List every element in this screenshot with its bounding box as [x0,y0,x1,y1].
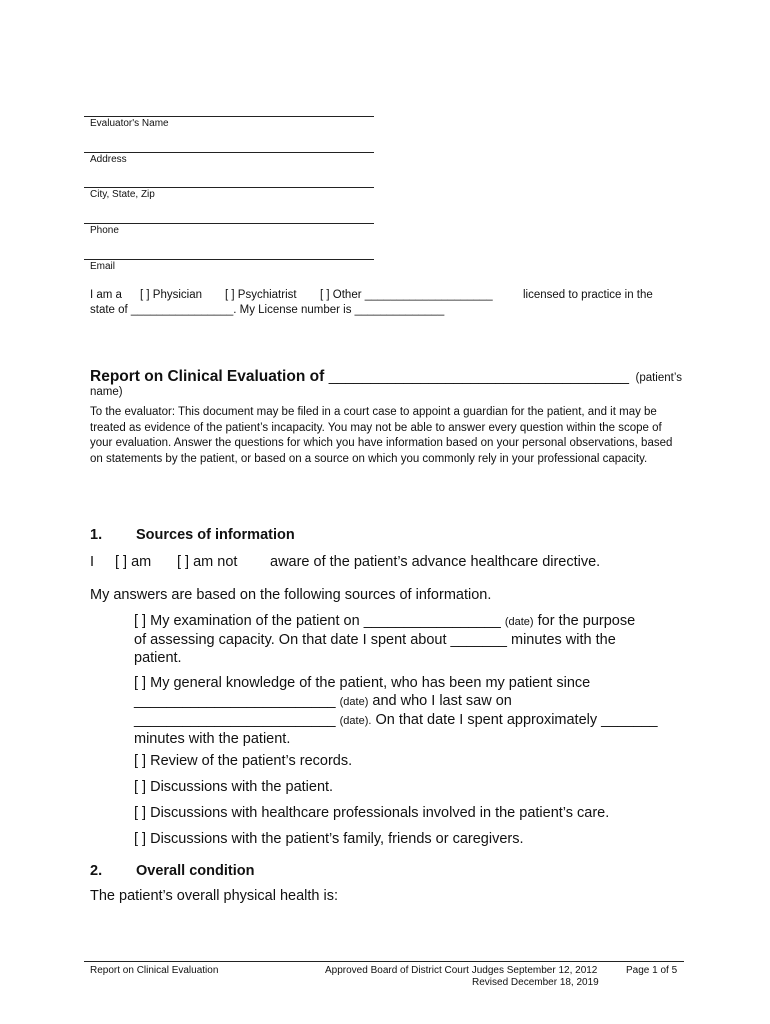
section1-heading: Sources of information [136,527,295,543]
section2-number: 2. [90,863,103,879]
footer-left: Report on Clinical Evaluation [90,965,219,976]
report-title [90,368,682,386]
source-records-review[interactable]: [ ] Review of the patient’s records. [134,753,353,769]
address-line [84,152,374,153]
source-examination[interactable] [134,612,694,667]
report-title-continued: name) [90,386,123,398]
last-saw-date-blank[interactable]: _________________________ [134,712,336,728]
approx-minutes-text: On that date I spent approximately _______ [375,712,658,728]
source-patient-discussions[interactable]: [ ] Discussions with the patient. [134,779,334,795]
physical-health-prompt: The patient’s overall physical health is: [90,888,338,904]
name-line [84,116,374,117]
advance-directive-text: aware of the patient’s advance healthcare directive. [270,554,601,570]
last-saw-date-label: (date). [339,715,372,727]
address-label: Address [90,154,127,165]
report-title-tail: (patient’s [635,372,682,384]
general-knowledge-text: [ ] My general knowledge of the patient, who has been my patient since [134,675,591,691]
section2-heading: Overall condition [136,863,255,879]
source-family-discussions[interactable]: [ ] Discussions with the patient’s family, friends or caregivers. [134,831,524,847]
aware-i: I [90,554,95,570]
minutes-with-patient: minutes with the patient. [134,731,291,747]
footer-revised: Revised December 18, 2019 [472,977,599,988]
since-date-blank[interactable]: _________________________ [134,693,336,709]
evaluator-instructions: To the evaluator: This document may be filed in a court case to appoint a guardian for the patient, and it may be treated as evidence of the patient’s incapacity. You may not be able to answer every question within the scope of your evaluation. Answer the questions for which you have information based on your personal observations, based on statements by the patient, or based on a source on which you commonly rely in your professional capacity. [90,406,673,465]
license-i-am-a: I am a [90,289,122,301]
license-practice-text: licensed to practice in the [523,289,653,301]
patient-name-blank[interactable]: ____________________________________ [328,368,630,385]
city-state-zip-label: City, State, Zip [90,189,155,200]
source-general-knowledge[interactable] [134,674,694,748]
physician-checkbox[interactable]: [ ] Physician [140,289,202,301]
examination-patient: patient. [134,650,182,666]
source-professional-discussions[interactable]: [ ] Discussions with healthcare professionals involved in the patient’s care. [134,805,610,821]
last-saw-text: and who I last saw on [372,693,512,709]
other-checkbox[interactable]: [ ] Other ____________________ [320,289,493,301]
footer-rule [84,961,684,962]
aware-am-checkbox[interactable]: [ ] am [115,554,152,570]
examination-text: [ ] My examination of the patient on _________________ [134,613,501,629]
examination-date-label: (date) [504,616,534,628]
examination-minutes: of assessing capacity. On that date I spent about _______ minutes with the [134,632,616,648]
section1-number: 1. [90,527,103,543]
footer-page-number: Page 1 of 5 [626,965,678,976]
email-label: Email [90,261,116,272]
city-line [84,187,374,188]
footer-approved: Approved Board of District Court Judges September 12, 2012 [325,965,598,976]
report-title-bold: Report on Clinical Evaluation of [90,368,325,385]
license-state-number-line: state of ________________. My License number is ______________ [90,304,445,316]
sources-intro: My answers are based on the following sources of information. [90,587,492,603]
examination-purpose: for the purpose [537,613,636,629]
phone-line [84,223,374,224]
phone-label: Phone [90,225,119,236]
aware-am-not-checkbox[interactable]: [ ] am not [177,554,238,570]
evaluator-name-label: Evaluator's Name [90,118,169,129]
since-date-label: (date) [339,696,369,708]
email-line [84,259,374,260]
psychiatrist-checkbox[interactable]: [ ] Psychiatrist [225,289,297,301]
